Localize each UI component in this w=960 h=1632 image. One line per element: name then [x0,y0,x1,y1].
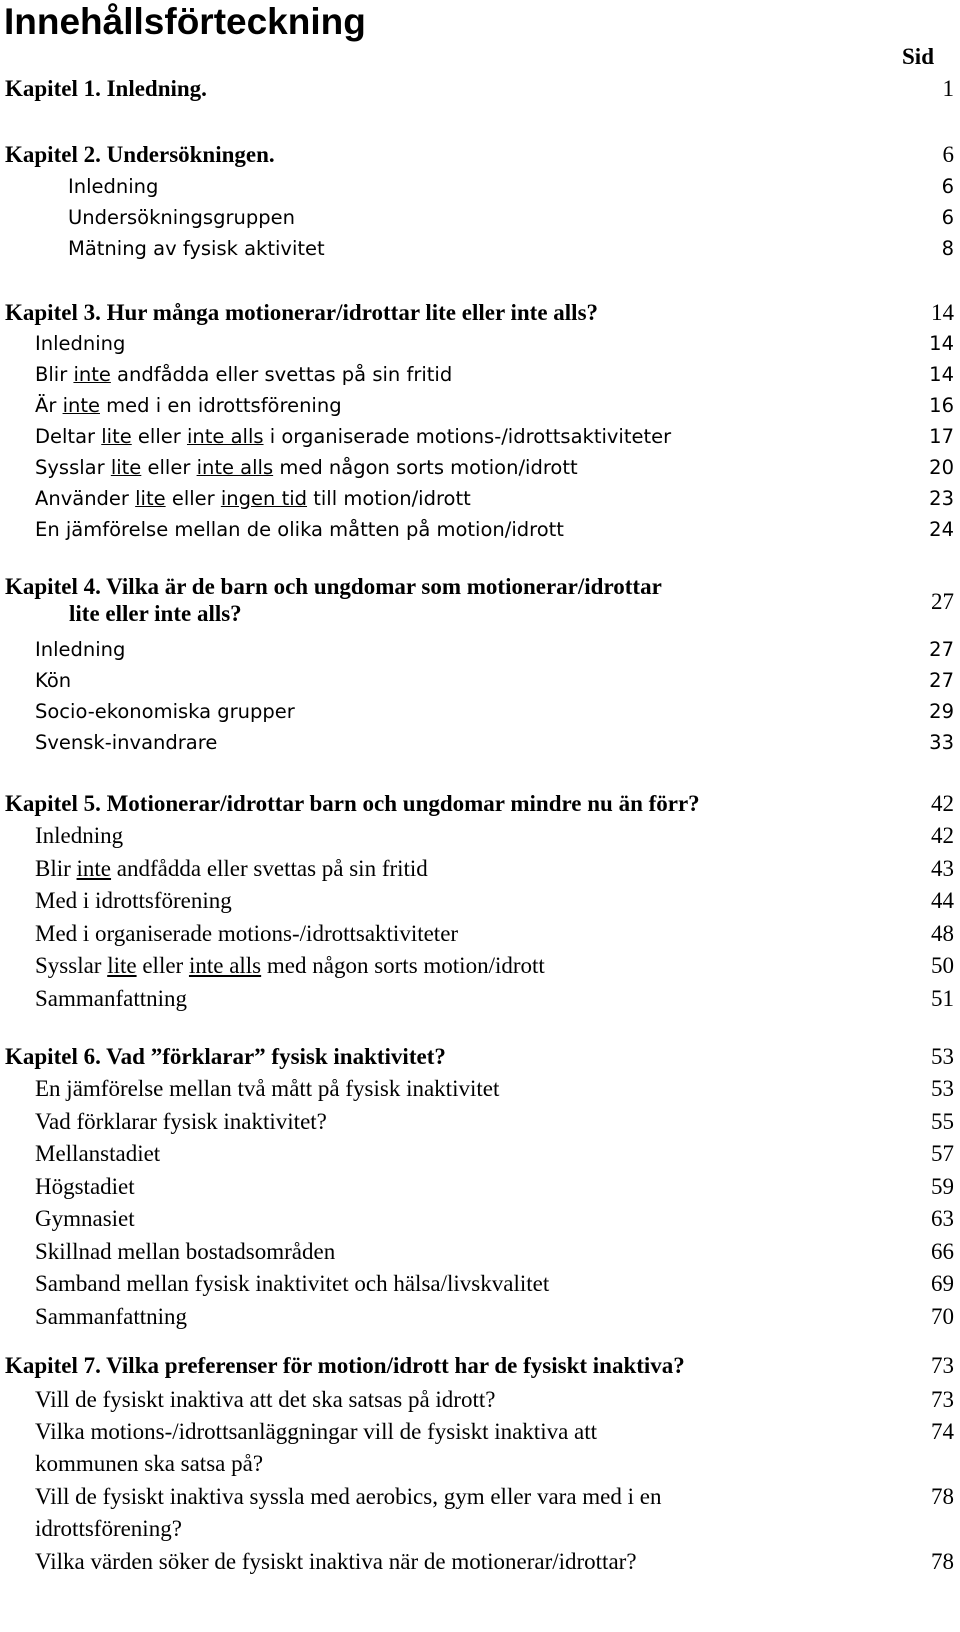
entry-label [35,392,342,419]
label-part: Med i idrottsförening [35,888,232,913]
label-part: med någon sorts motion/idrott [273,456,578,479]
page-number: 17 [929,425,954,448]
entry-label: Inledning [35,638,126,661]
entry-label: Mellanstadiet [35,1141,161,1166]
entry-label: Undersökningsgruppen [68,206,295,229]
section-entry[interactable] [0,361,954,388]
entry-label-line2: idrottsförening? [35,1516,182,1541]
chapter-entry-ch6[interactable] [0,1043,954,1070]
section-entry[interactable] [0,855,954,882]
chapter-entry-ch3[interactable] [0,299,954,326]
section-entry[interactable] [0,485,954,512]
entry-label-line1: Vilka motions-/idrottsanläggningar vill de fysiskt inaktiva att [35,1419,598,1444]
label-part: eller [131,425,187,448]
underlined-word: lite [101,425,132,448]
chapter-entry-ch5[interactable] [0,790,954,817]
page-number: 73 [931,1387,954,1412]
entry-label: Mätning av fysisk aktivitet [68,237,325,260]
section-entry[interactable] [0,985,954,1012]
chapter-title: Kapitel 1. Inledning. [5,76,207,101]
entry-label [35,1384,825,1416]
page-number: 59 [931,1173,954,1199]
label-part: andfådda eller svettas på sin fritid [110,363,453,386]
section-entry[interactable] [0,1205,954,1232]
page-number: 14 [931,300,954,325]
chapter-title: Kapitel 6. Vad ”förklarar” fysisk inaktivitet? [5,1044,446,1069]
page-number: 74 [931,1419,954,1444]
section-entry[interactable] [0,235,954,262]
page-number: 16 [929,394,954,417]
label-part: eller [165,487,221,510]
entry-label: Socio-ekonomiska grupper [35,700,295,723]
section-entry[interactable] [0,822,954,849]
page-number: 70 [931,1303,954,1329]
entry-label: Samband mellan fysisk inaktivitet och hälsa/livskvalitet [35,1271,550,1296]
section-entry[interactable] [0,887,954,914]
page-number: 69 [931,1271,954,1296]
page-number: 78 [931,1549,954,1574]
page-number: 1 [942,76,954,101]
entry-label: Högstadiet [35,1173,135,1199]
underlined-word: lite [135,487,166,510]
page-number: 8 [941,237,954,260]
label-part: Är [35,394,63,417]
section-entry[interactable] [0,1173,954,1200]
section-entry[interactable] [0,454,954,481]
section-entry[interactable] [0,516,954,543]
section-entry[interactable] [0,1303,954,1330]
underlined-word: inte alls [186,425,264,448]
entry-label [35,952,545,979]
chapter-title: Kapitel 7. Vilka preferenser för motion/idrott har de fysiskt inaktiva? [5,1353,685,1378]
page-number: 43 [931,855,954,881]
section-entry[interactable] [0,392,954,419]
entry-label: En jämförelse mellan två mått på fysisk inaktivitet [35,1076,500,1101]
toc-title: Innehållsförteckning [4,1,366,42]
entry-label [35,887,232,914]
entry-label-line1: Vill de fysiskt inaktiva syssla med aerobics, gym eller vara med i en [35,1484,662,1509]
underlined-word: inte [62,394,100,417]
page-number: 33 [929,731,954,754]
chapter-title-line1: Kapitel 4. Vilka är de barn och ungdomar som motionerar/idrottar [5,574,662,599]
label-part: Sammanfattning [35,985,188,1011]
chapter-title: Kapitel 2. Undersökningen. [5,142,275,167]
entry-label [35,985,187,1012]
page-number: 53 [931,1076,954,1101]
label-part: Sysslar [35,456,111,479]
entry-label [35,361,452,388]
entry-label: Kön [35,669,72,692]
page-number: 6 [941,206,954,229]
chapter-entry-ch1[interactable] [0,75,954,102]
chapter-title [5,573,662,627]
underlined-word: lite [107,953,137,978]
label-part: Blir [35,855,77,881]
label-part: andfådda eller svettas på sin fritid [111,855,428,881]
entry-label-line1: Vill de fysiskt inaktiva att det ska satsas på idrott? [35,1387,496,1412]
page-number: 14 [929,332,954,355]
entry-label: Svensk-invandrare [35,731,218,754]
page-number: 44 [931,888,954,913]
section-entry[interactable] [0,1238,954,1265]
underlined-word: lite [110,456,142,479]
section-entry[interactable] [0,952,954,979]
chapter-entry-ch2[interactable] [0,141,954,168]
section-entry[interactable] [0,173,954,200]
underlined-word: inte [76,855,112,881]
page-number: 6 [942,142,954,167]
entry-label-line1: Vilka värden söker de fysiskt inaktiva när de motionerar/idrottar? [35,1549,637,1574]
label-part: i organiserade motions-/idrottsaktiviteter [263,425,672,448]
page-number: 53 [931,1044,954,1069]
entry-label [35,1546,825,1578]
page-number: 27 [929,669,954,692]
chapter-entry-ch4[interactable] [0,573,954,631]
page-number: 78 [931,1484,954,1509]
label-part: En jämförelse mellan de olika måtten på motion/idrott [35,518,564,541]
page-number: 24 [929,518,954,541]
entry-label [35,485,471,512]
label-part: eller [141,456,197,479]
page-number: 29 [929,700,954,723]
entry-label: Vad förklarar fysisk inaktivitet? [35,1108,327,1134]
entry-label: Skillnad mellan bostadsområden [35,1238,336,1264]
label-part: Deltar [35,425,102,448]
page-number: 50 [931,953,954,978]
entry-label [35,423,671,450]
section-entry[interactable] [0,1108,954,1135]
section-entry[interactable] [0,667,954,694]
section-entry[interactable] [0,330,954,357]
entry-label [35,330,125,357]
page-number: 48 [931,920,954,946]
label-part: till motion/idrott [307,487,471,510]
section-entry[interactable] [0,423,954,450]
section-entry[interactable] [0,920,954,947]
section-entry[interactable] [0,1075,954,1102]
section-entry[interactable] [0,636,954,663]
label-part: med i en idrottsförening [99,394,342,417]
page-number: 42 [931,791,954,816]
label-part: Med i organiserade motions-/idrottsaktiviteter [35,920,459,946]
page-number: 57 [931,1141,954,1166]
page-number: 73 [931,1353,954,1378]
page-number: 6 [941,175,954,198]
label-part: eller [136,953,189,978]
entry-label [35,454,578,481]
entry-label [35,1481,825,1545]
page-number: 42 [931,823,954,848]
label-part: Inledning [35,823,124,848]
page-number: 51 [931,985,954,1011]
entry-label: Sammanfattning [35,1303,188,1329]
chapter-entry-ch7[interactable] [0,1352,954,1379]
entry-label: Gymnasiet [35,1206,135,1231]
entry-label [35,516,564,543]
entry-label [35,822,123,849]
page-number: 23 [929,487,954,510]
page-column-label: Sid [902,44,934,69]
entry-label [35,920,458,947]
label-part: med någon sorts motion/idrott [261,953,545,978]
label-part: Blir [35,363,74,386]
entry-label: Inledning [68,175,159,198]
section-entry[interactable] [0,729,954,756]
underlined-word: inte alls [188,953,262,978]
chapter-title: Kapitel 5. Motionerar/idrottar barn och ungdomar mindre nu än förr? [5,791,700,816]
page-number: 20 [929,456,954,479]
page-number: 27 [929,638,954,661]
label-part: Använder [35,487,136,510]
chapter-title: Kapitel 3. Hur många motionerar/idrottar lite eller inte alls? [5,300,599,325]
underlined-word: inte [73,363,111,386]
section-entry[interactable] [0,698,954,725]
label-part: Sysslar [35,953,108,978]
section-entry[interactable] [0,1270,954,1297]
section-entry[interactable] [0,204,954,231]
page-number: 14 [929,363,954,386]
label-part: Inledning [35,332,126,355]
entry-label-line2: kommunen ska satsa på? [35,1451,264,1476]
page-number: 27 [931,589,954,614]
page-number: 55 [931,1108,954,1134]
entry-label [35,855,428,882]
chapter-title-line2: lite eller inte alls? [69,601,242,626]
page-number: 66 [931,1238,954,1264]
underlined-word: inte alls [196,456,274,479]
page-number: 63 [931,1206,954,1231]
underlined-word: ingen tid [220,487,308,510]
section-entry[interactable] [0,1140,954,1167]
entry-label [35,1416,825,1480]
